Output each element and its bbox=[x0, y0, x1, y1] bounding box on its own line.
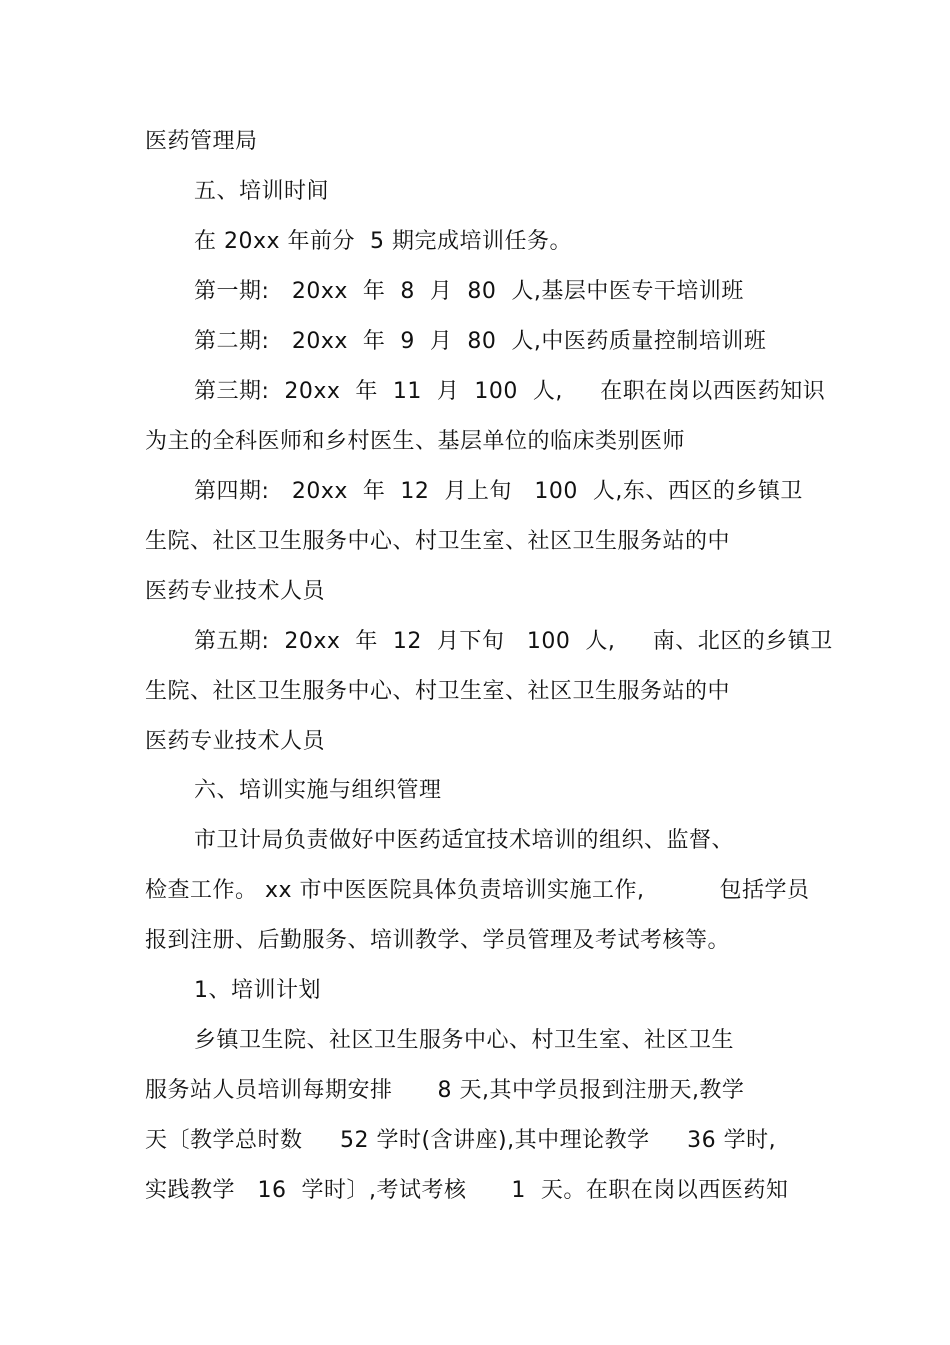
session-item: 第一期: 20xx 年 8 月 80 人,基层中医专干培训班 bbox=[194, 279, 744, 304]
text-line: 天〔教学总时数 52 学时(含讲座),其中理论教学 36 学时, bbox=[145, 1128, 777, 1153]
text-line: 生院、社区卫生服务中心、村卫生室、社区卫生服务站的中 bbox=[145, 529, 731, 554]
session-item: 第四期: 20xx 年 12 月上旬 100 人,东、西区的乡镇卫 bbox=[194, 479, 803, 504]
text-line: 市卫计局负责做好中医药适宜技术培训的组织、监督、 bbox=[194, 828, 735, 853]
text-line: 医药管理局 bbox=[145, 129, 258, 154]
session-item: 第二期: 20xx 年 9 月 80 人,中医药质量控制培训班 bbox=[194, 329, 767, 354]
text-line: 医药专业技术人员 bbox=[145, 579, 326, 604]
section-heading: 六、培训实施与组织管理 bbox=[194, 778, 442, 803]
section-heading: 五、培训时间 bbox=[194, 179, 330, 204]
text-line: 服务站人员培训每期安排 8 天,其中学员报到注册天,教学 bbox=[145, 1078, 745, 1103]
text-line: 检查工作。 xx 市中医医院具体负责培训实施工作, 包括学员 bbox=[145, 878, 810, 903]
text-line: 报到注册、后勤服务、培训教学、学员管理及考试考核等。 bbox=[145, 928, 731, 953]
text-line: 生院、社区卫生服务中心、村卫生室、社区卫生服务站的中 bbox=[145, 679, 731, 704]
text-line: 实践教学 16 学时〕,考试考核 1 天。在职在岗以西医药知 bbox=[145, 1178, 789, 1203]
subsection-heading: 1、培训计划 bbox=[194, 978, 321, 1003]
session-item: 第三期: 20xx 年 11 月 100 人, 在职在岗以西医药知识 bbox=[194, 379, 826, 404]
session-item: 第五期: 20xx 年 12 月下旬 100 人, 南、北区的乡镇卫 bbox=[194, 629, 833, 654]
text-line: 为主的全科医师和乡村医生、基层单位的临床类别医师 bbox=[145, 429, 686, 454]
text-line: 在 20xx 年前分 5 期完成培训任务。 bbox=[194, 229, 572, 254]
text-line: 医药专业技术人员 bbox=[145, 729, 326, 754]
text-line: 乡镇卫生院、社区卫生服务中心、村卫生室、社区卫生 bbox=[194, 1028, 735, 1053]
